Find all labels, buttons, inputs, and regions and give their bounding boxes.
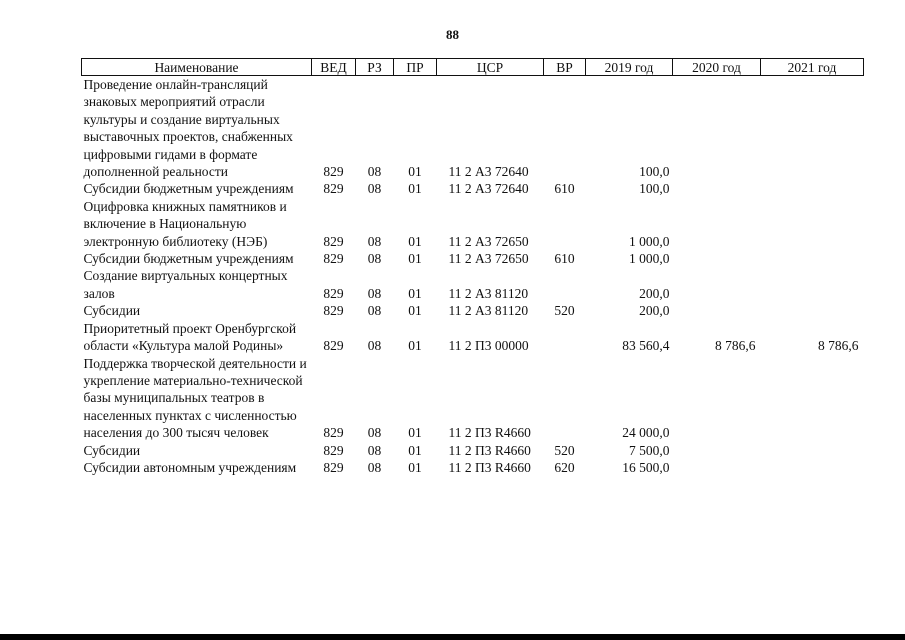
row-rz: 08 <box>367 442 382 458</box>
header-vr: ВР <box>544 59 586 76</box>
row-csr: 11 2 А3 72640 <box>448 181 529 197</box>
row-2020: 8 786,6 <box>715 338 756 354</box>
row-2019: 1 000,0 <box>629 233 670 249</box>
row-pr: 01 <box>408 303 422 319</box>
row-csr: 11 2 П3 00000 <box>448 338 529 354</box>
row-ved: 829 <box>323 181 344 197</box>
page-number: 88 <box>446 27 459 42</box>
row-ved: 829 <box>323 425 344 441</box>
row-2020 <box>673 250 761 267</box>
row-rz: 08 <box>367 338 382 354</box>
row-name: Субсидии <box>83 442 141 458</box>
header-2020: 2020 год <box>673 59 761 76</box>
row-2021 <box>761 442 864 459</box>
row-ved: 829 <box>323 251 344 267</box>
row-rz: 08 <box>367 233 382 249</box>
row-csr: 11 2 А3 81120 <box>448 285 529 301</box>
row-rz: 08 <box>367 181 382 197</box>
row-vr <box>544 320 586 355</box>
row-csr: 11 2 П3 R4660 <box>448 425 531 441</box>
row-csr: 11 2 П3 R4660 <box>448 442 531 458</box>
row-2019: 1 000,0 <box>629 251 670 267</box>
row-ved: 829 <box>323 442 344 458</box>
row-name: Субсидии бюджетным учреждениям <box>83 181 294 197</box>
row-2021 <box>761 459 864 476</box>
row-ved: 829 <box>323 303 344 319</box>
row-name: Создание виртуальных концертных залов <box>83 268 288 301</box>
row-vr: 520 <box>554 442 575 458</box>
row-pr: 01 <box>408 164 422 180</box>
row-2021 <box>761 198 864 250</box>
row-2019: 200,0 <box>639 303 670 319</box>
row-ved: 829 <box>323 459 344 475</box>
row-2020 <box>673 302 761 319</box>
table-row <box>82 250 864 267</box>
row-vr <box>544 267 586 302</box>
row-vr: 520 <box>554 303 575 319</box>
header-2021: 2021 год <box>761 59 864 76</box>
row-2019: 83 560,4 <box>622 338 670 354</box>
row-name: Субсидии автономным учреждениям <box>83 459 297 475</box>
table-row <box>82 355 864 442</box>
row-2019: 100,0 <box>639 164 670 180</box>
row-pr: 01 <box>408 233 422 249</box>
row-2019: 24 000,0 <box>622 425 670 441</box>
row-pr: 01 <box>408 285 422 301</box>
row-name: Проведение онлайн-трансляций знаковых мероприятий отрасли культуры и создание виртуальных выставочных проектов, снабженных цифровыми гидами в формате дополненной реальности <box>83 77 293 180</box>
row-csr: 11 2 А3 72650 <box>448 251 529 267</box>
row-2019: 200,0 <box>639 285 670 301</box>
row-rz: 08 <box>367 459 382 475</box>
row-name: Поддержка творческой деятельности и укрепление материально-технической базы муниципальных театров в населенных пунктах с численностью населения до 300 тысяч человек <box>83 355 307 441</box>
row-pr: 01 <box>408 425 422 441</box>
row-csr: 11 2 А3 72640 <box>448 164 529 180</box>
header-rz: РЗ <box>356 59 394 76</box>
row-2020 <box>673 198 761 250</box>
row-2019: 16 500,0 <box>622 459 670 475</box>
row-pr: 01 <box>408 181 422 197</box>
header-csr: ЦСР <box>437 59 544 76</box>
row-vr: 610 <box>554 251 575 267</box>
table-row <box>82 442 864 459</box>
row-2020 <box>673 459 761 476</box>
row-rz: 08 <box>367 303 382 319</box>
row-name: Субсидии бюджетным учреждениям <box>83 251 294 267</box>
row-pr: 01 <box>408 251 422 267</box>
table-header-row <box>82 59 864 76</box>
row-2019: 7 500,0 <box>629 442 670 458</box>
row-2021: 8 786,6 <box>818 338 859 354</box>
row-csr: 11 2 А3 81120 <box>448 303 529 319</box>
budget-table <box>81 58 864 476</box>
row-vr <box>544 355 586 442</box>
row-2021 <box>761 302 864 319</box>
bottom-rule <box>0 634 905 640</box>
row-ved: 829 <box>323 164 344 180</box>
row-csr: 11 2 А3 72650 <box>448 233 529 249</box>
row-2021 <box>761 180 864 197</box>
header-pr: ПР <box>394 59 437 76</box>
row-2021 <box>761 267 864 302</box>
row-vr <box>544 76 586 181</box>
row-name: Субсидии <box>83 303 141 319</box>
row-2020 <box>673 442 761 459</box>
row-vr: 620 <box>554 459 575 475</box>
row-2019: 100,0 <box>639 181 670 197</box>
row-rz: 08 <box>367 425 382 441</box>
row-pr: 01 <box>408 338 422 354</box>
row-2020 <box>673 267 761 302</box>
row-2020 <box>673 180 761 197</box>
row-name: Оцифровка книжных памятников и включение в Национальную электронную библиотеку (НЭБ) <box>83 198 287 249</box>
row-name: Приоритетный проект Оренбургской области «Культура малой Родины» <box>83 320 297 354</box>
row-ved: 829 <box>323 338 344 354</box>
row-rz: 08 <box>367 285 382 301</box>
row-pr: 01 <box>408 459 422 475</box>
row-ved: 829 <box>323 285 344 301</box>
row-rz: 08 <box>367 164 382 180</box>
row-pr: 01 <box>408 442 422 458</box>
row-ved: 829 <box>323 233 344 249</box>
row-vr: 610 <box>554 181 575 197</box>
row-2021 <box>761 76 864 181</box>
row-rz: 08 <box>367 251 382 267</box>
row-csr: 11 2 П3 R4660 <box>448 459 531 475</box>
row-2021 <box>761 250 864 267</box>
header-ved: ВЕД <box>312 59 356 76</box>
table-row <box>82 459 864 476</box>
header-2019: 2019 год <box>586 59 673 76</box>
table-row <box>82 76 864 181</box>
table-row <box>82 180 864 197</box>
row-2020 <box>673 355 761 442</box>
row-vr <box>544 198 586 250</box>
row-2020 <box>673 76 761 181</box>
table-row <box>82 302 864 319</box>
table-row <box>82 267 864 302</box>
table-row <box>82 198 864 250</box>
table-row <box>82 320 864 355</box>
header-name: Наименование <box>82 59 312 76</box>
row-2021 <box>761 355 864 442</box>
